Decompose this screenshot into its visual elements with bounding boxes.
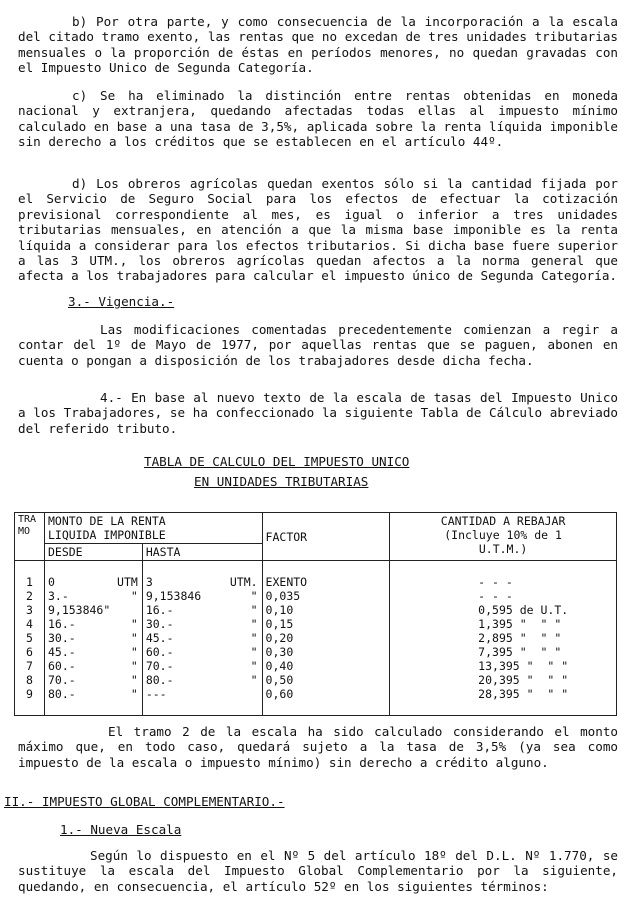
cell-rebajar: - - -: [390, 589, 617, 603]
cell-tramo: 7: [15, 659, 45, 673]
table-row: [15, 617, 617, 631]
tax-calculation-table: [14, 512, 617, 716]
cell-desde-value: 60.-: [47, 659, 76, 673]
table-bottom-cell: [142, 701, 262, 716]
cell-hasta-unit: ": [250, 645, 258, 659]
cell-desde: [44, 645, 142, 659]
cell-factor: EXENTO: [262, 575, 390, 589]
cell-desde: [44, 687, 142, 701]
paragraph-vigencia: Las modificaciones comentadas precedentemente comienzan a regir a contar del 1º de Mayo de 1977, por aquellas rentas que se paguen, abonen en cuenta o pongan a disposición de los trabajadores desde dicha fecha.: [18, 322, 618, 368]
header-cantidad-rebajar: [390, 513, 617, 561]
header-monto-line2: LIQUIDA IMPONIBLE: [47, 528, 166, 542]
cell-desde-value: 80.-: [47, 687, 76, 701]
cell-hasta: [142, 589, 262, 603]
cell-desde: [44, 617, 142, 631]
cell-desde-unit: UTM: [117, 575, 138, 589]
cell-rebajar: 28,395 " " ": [390, 687, 617, 701]
cell-hasta: [142, 603, 262, 617]
header-monto: [44, 513, 262, 544]
paragraph-tramo2: El tramo 2 de la escala ha sido calculado considerando el monto máximo que, en todo caso, quedará sujeto a la tasa de 3,5% (ya sea como impuesto de la escala o impuesto mínimo) sin derecho a crédito alguno.: [18, 724, 618, 770]
cell-rebajar: 7,395 " " ": [390, 645, 617, 659]
cell-hasta-unit: ": [250, 617, 258, 631]
cell-hasta-value: 60.-: [145, 645, 174, 659]
cell-desde-unit: ": [130, 659, 138, 673]
cell-hasta-value: 9,153846: [145, 589, 202, 603]
cell-desde-value: 45.-: [47, 645, 76, 659]
cell-hasta: [142, 687, 262, 701]
table-bottom-cell: [44, 701, 142, 716]
cell-tramo: 6: [15, 645, 45, 659]
vigencia-heading: 3.- Vigencia.-: [68, 294, 175, 309]
nueva-escala-heading: 1.- Nueva Escala: [60, 822, 182, 837]
cell-desde: [44, 575, 142, 589]
cell-hasta-value: ---: [145, 687, 167, 701]
header-hasta: HASTA: [142, 544, 262, 561]
cell-desde-unit: ": [130, 631, 138, 645]
cell-hasta-unit: ": [250, 673, 258, 687]
header-rebajar-line3: U.T.M.): [478, 542, 528, 556]
cell-desde-value: 9,153846": [47, 603, 111, 617]
table-row: [15, 575, 617, 589]
cell-desde: [44, 603, 142, 617]
paragraph-b: b) Por otra parte, y como consecuencia de la incorporación a la escala del citado tramo exento, las rentas que no excedan de tres unidades tributarias mensuales o la proporción de éstas en períodos menores, no quedan gravadas con el Impuesto Unico de Segunda Categoría.: [18, 14, 618, 76]
table-header-row: [15, 513, 617, 544]
cell-desde-unit: ": [130, 687, 138, 701]
header-desde: DESDE: [44, 544, 142, 561]
cell-hasta-value: 16.-: [145, 603, 174, 617]
cell-factor: 0,20: [262, 631, 390, 645]
table-row: [15, 673, 617, 687]
cell-hasta: [142, 673, 262, 687]
paragraph-4: 4.- En base al nuevo texto de la escala de tasas del Impuesto Unico a los Trabajadores, se ha confeccionado la siguiente Tabla de Cálculo abreviado del referido tributo.: [18, 390, 618, 436]
cell-hasta-value: 3: [145, 575, 153, 589]
table-spacer-cell: [262, 561, 390, 576]
header-rebajar-line1: CANTIDAD A REBAJAR: [440, 514, 566, 528]
cell-hasta-value: 30.-: [145, 617, 174, 631]
paragraph-d: d) Los obreros agrícolas quedan exentos sólo si la cantidad fijada por el Servicio de Seguro Social para los efectos de efectuar la cotización previsional correspondiente al mes, es igual o inferior a tres unidades tributarias mensuales, en atención a que la misma base imponible es la renta líquida a considerar para los efectos tributarios. Si dicha base fuere superior a las 3 UTM., los obreros agrícolas quedan afectos a la norma general que afecta a los trabajadores para calcular el impuesto único de Segunda Categoría.: [18, 176, 618, 284]
cell-hasta: [142, 659, 262, 673]
cell-hasta-unit: ": [250, 659, 258, 673]
cell-desde: [44, 631, 142, 645]
cell-factor: 0,10: [262, 603, 390, 617]
cell-desde-value: 70.-: [47, 673, 76, 687]
cell-tramo: 1: [15, 575, 45, 589]
cell-desde: [44, 589, 142, 603]
cell-rebajar: - - -: [390, 575, 617, 589]
table-bottom-cell: [15, 701, 45, 716]
cell-tramo: 5: [15, 631, 45, 645]
table-spacer-cell: [142, 561, 262, 576]
table-row: [15, 687, 617, 701]
table-spacer-row: [15, 561, 617, 576]
table-bottom-cell: [262, 701, 390, 716]
cell-rebajar: 13,395 " " ": [390, 659, 617, 673]
table-title-line1: TABLA DE CALCULO DEL IMPUESTO UNICO: [144, 454, 410, 469]
table-row: [15, 589, 617, 603]
cell-hasta: [142, 631, 262, 645]
cell-desde-value: 30.-: [47, 631, 76, 645]
table-row: [15, 659, 617, 673]
table-row: [15, 631, 617, 645]
table-bottom-row: [15, 701, 617, 716]
cell-rebajar: 20,395 " " ": [390, 673, 617, 687]
header-rebajar-line2: (Incluye 10% de 1: [444, 528, 562, 542]
section-ii-heading: II.- IMPUESTO GLOBAL COMPLEMENTARIO.-: [4, 794, 285, 809]
cell-tramo: 8: [15, 673, 45, 687]
cell-desde-value: 0: [47, 575, 55, 589]
table-row: [15, 645, 617, 659]
cell-tramo: 9: [15, 687, 45, 701]
cell-factor: 0,60: [262, 687, 390, 701]
cell-hasta: [142, 575, 262, 589]
cell-desde-unit: ": [130, 617, 138, 631]
cell-hasta-unit: ": [250, 589, 258, 603]
cell-hasta-unit: ": [250, 631, 258, 645]
cell-hasta-unit: UTM.: [229, 575, 258, 589]
cell-desde-unit: ": [130, 673, 138, 687]
table-spacer-cell: [390, 561, 617, 576]
cell-tramo: 4: [15, 617, 45, 631]
cell-desde-unit: ": [130, 645, 138, 659]
cell-tramo: 3: [15, 603, 45, 617]
cell-hasta: [142, 617, 262, 631]
cell-rebajar: 2,895 " " ": [390, 631, 617, 645]
cell-hasta: [142, 645, 262, 659]
cell-tramo: 2: [15, 589, 45, 603]
cell-rebajar: 1,395 " " ": [390, 617, 617, 631]
cell-hasta-value: 45.-: [145, 631, 174, 645]
table-title-line2: EN UNIDADES TRIBUTARIAS: [194, 474, 369, 489]
table-spacer-cell: [44, 561, 142, 576]
cell-hasta-unit: ": [250, 603, 258, 617]
cell-factor: 0,15: [262, 617, 390, 631]
cell-desde-value: 3.-: [47, 589, 69, 603]
table-bottom-cell: [390, 701, 617, 716]
table-row: [15, 603, 617, 617]
cell-desde: [44, 659, 142, 673]
cell-factor: 0,40: [262, 659, 390, 673]
cell-factor: 0,30: [262, 645, 390, 659]
cell-desde: [44, 673, 142, 687]
cell-factor: 0,035: [262, 589, 390, 603]
table-spacer-cell: [15, 561, 45, 576]
paragraph-dl: Según lo dispuesto en el Nº 5 del artículo 18º del D.L. Nº 1.770, se sustituye la escala del Impuesto Global Complementario por la siguiente, quedando, en consecuencia, el artículo 52º en los siguientes términos:: [18, 848, 618, 894]
paragraph-c: c) Se ha eliminado la distinción entre rentas obtenidas en moneda nacional y extranjera, quedando afectadas todas ellas al impuesto mínimo calculado en base a una tasa de 3,5%, aplicada sobre la renta líquida imponible sin derecho a los créditos que se establecen en el artículo 44º.: [18, 88, 618, 150]
header-tramo: TRA MO: [15, 513, 45, 561]
cell-desde-unit: ": [130, 589, 138, 603]
cell-rebajar: 0,595 de U.T.: [390, 603, 617, 617]
cell-factor: 0,50: [262, 673, 390, 687]
cell-hasta-value: 70.-: [145, 659, 174, 673]
table-body: [15, 561, 617, 716]
cell-hasta-value: 80.-: [145, 673, 174, 687]
cell-desde-value: 16.-: [47, 617, 76, 631]
header-monto-line1: MONTO DE LA RENTA: [47, 514, 166, 528]
header-factor: FACTOR: [262, 513, 390, 561]
